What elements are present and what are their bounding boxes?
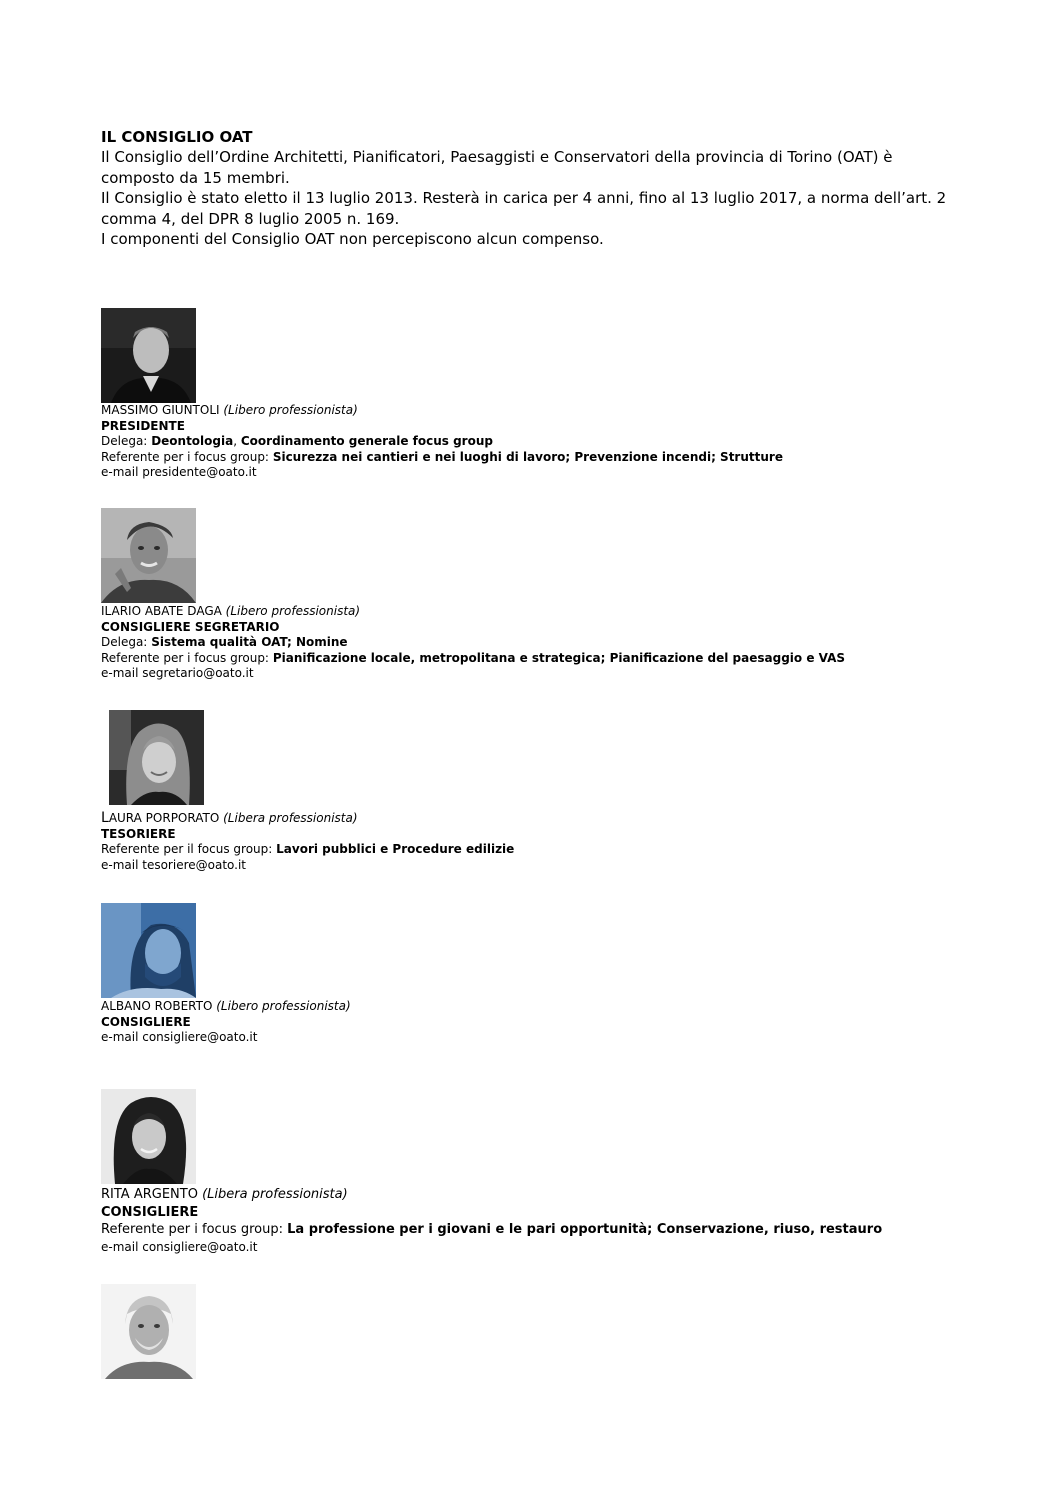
member-focus: Referente per il focus group: Lavori pubblici e Procedure edilizie bbox=[101, 842, 515, 856]
member-status: (Libera professionista) bbox=[202, 1187, 348, 1202]
member-card-2 bbox=[101, 604, 845, 682]
member-email: e-mail presidente@oato.it bbox=[101, 465, 257, 479]
portrait-photo-icon bbox=[109, 710, 204, 805]
member-role: TESORIERE bbox=[101, 826, 176, 841]
member-focus: Referente per i focus group: Sicurezza nei cantieri e nei luoghi di lavoro; Prevenzione incendi; Strutture bbox=[101, 449, 783, 464]
member-name: ILARIO ABATE DAGA bbox=[101, 604, 222, 618]
member-email: e-mail tesoriere@oato.it bbox=[101, 857, 247, 872]
member-card-1 bbox=[101, 403, 783, 481]
member-name-line bbox=[101, 604, 845, 620]
intro-section bbox=[101, 127, 961, 250]
member-role: PRESIDENTE bbox=[101, 418, 185, 433]
member-delega: Delega: Sistema qualità OAT; Nomine bbox=[101, 635, 348, 649]
member-card-5 bbox=[101, 1186, 921, 1256]
member-name-line bbox=[101, 403, 783, 419]
member-focus: Referente per i focus group: La professione per i giovani e le pari opportunità; Conservazione, riuso, restauro bbox=[101, 1222, 883, 1237]
member-name-line bbox=[101, 1186, 921, 1204]
intro-paragraph-2: Il Consiglio è stato eletto il 13 luglio 2013. Resterà in carica per 4 anni, fino al 13 luglio 2017, a norma dell’art. 2 comma 4, del DPR 8 luglio 2005 n. 169. bbox=[101, 189, 947, 228]
member-role: CONSIGLIERE bbox=[101, 1014, 191, 1029]
member-status: (Libero professionista) bbox=[225, 604, 361, 618]
member-email: e-mail consigliere@oato.it bbox=[101, 1030, 258, 1044]
member-email: e-mail consigliere@oato.it bbox=[101, 1239, 258, 1254]
member-email: e-mail segretario@oato.it bbox=[101, 666, 254, 680]
intro-paragraph-3: I componenti del Consiglio OAT non percepiscono alcun compenso. bbox=[101, 230, 604, 248]
intro-paragraph-1: Il Consiglio dell’Ordine Architetti, Pianificatori, Paesaggisti e Conservatori della provincia di Torino (OAT) è composto da 15 membri. bbox=[101, 148, 893, 187]
member-name: ALBANO ROBERTO bbox=[101, 999, 213, 1013]
member-name-line bbox=[101, 811, 514, 827]
member-name: RITA ARGENTO bbox=[101, 1187, 198, 1202]
portrait-photo-icon bbox=[101, 903, 196, 998]
member-role: CONSIGLIERE bbox=[101, 1204, 199, 1220]
portrait-photo-icon bbox=[101, 308, 196, 403]
portrait-photo-icon bbox=[101, 508, 196, 603]
member-card-3 bbox=[101, 811, 514, 873]
member-name-line bbox=[101, 999, 351, 1015]
member-status: (Libera professionista) bbox=[223, 811, 358, 825]
member-name: AURA PORPORATO bbox=[108, 811, 220, 825]
page-title: IL CONSIGLIO OAT bbox=[101, 128, 253, 146]
member-role: CONSIGLIERE SEGRETARIO bbox=[101, 619, 280, 634]
portrait-photo-icon bbox=[101, 1284, 196, 1379]
member-delega: Delega: Deontologia, Coordinamento generale focus group bbox=[101, 434, 493, 448]
member-card-4 bbox=[101, 999, 351, 1046]
member-status: (Libero professionista) bbox=[216, 999, 351, 1013]
portrait-photo-icon bbox=[101, 1089, 196, 1184]
member-focus: Referente per i focus group: Pianificazione locale, metropolitana e strategica; Pianificazione del paesaggio e VAS bbox=[101, 650, 846, 665]
member-name-initial: L bbox=[101, 810, 109, 826]
member-name: MASSIMO GIUNTOLI bbox=[101, 403, 220, 417]
member-status: (Libero professionista) bbox=[223, 403, 358, 417]
